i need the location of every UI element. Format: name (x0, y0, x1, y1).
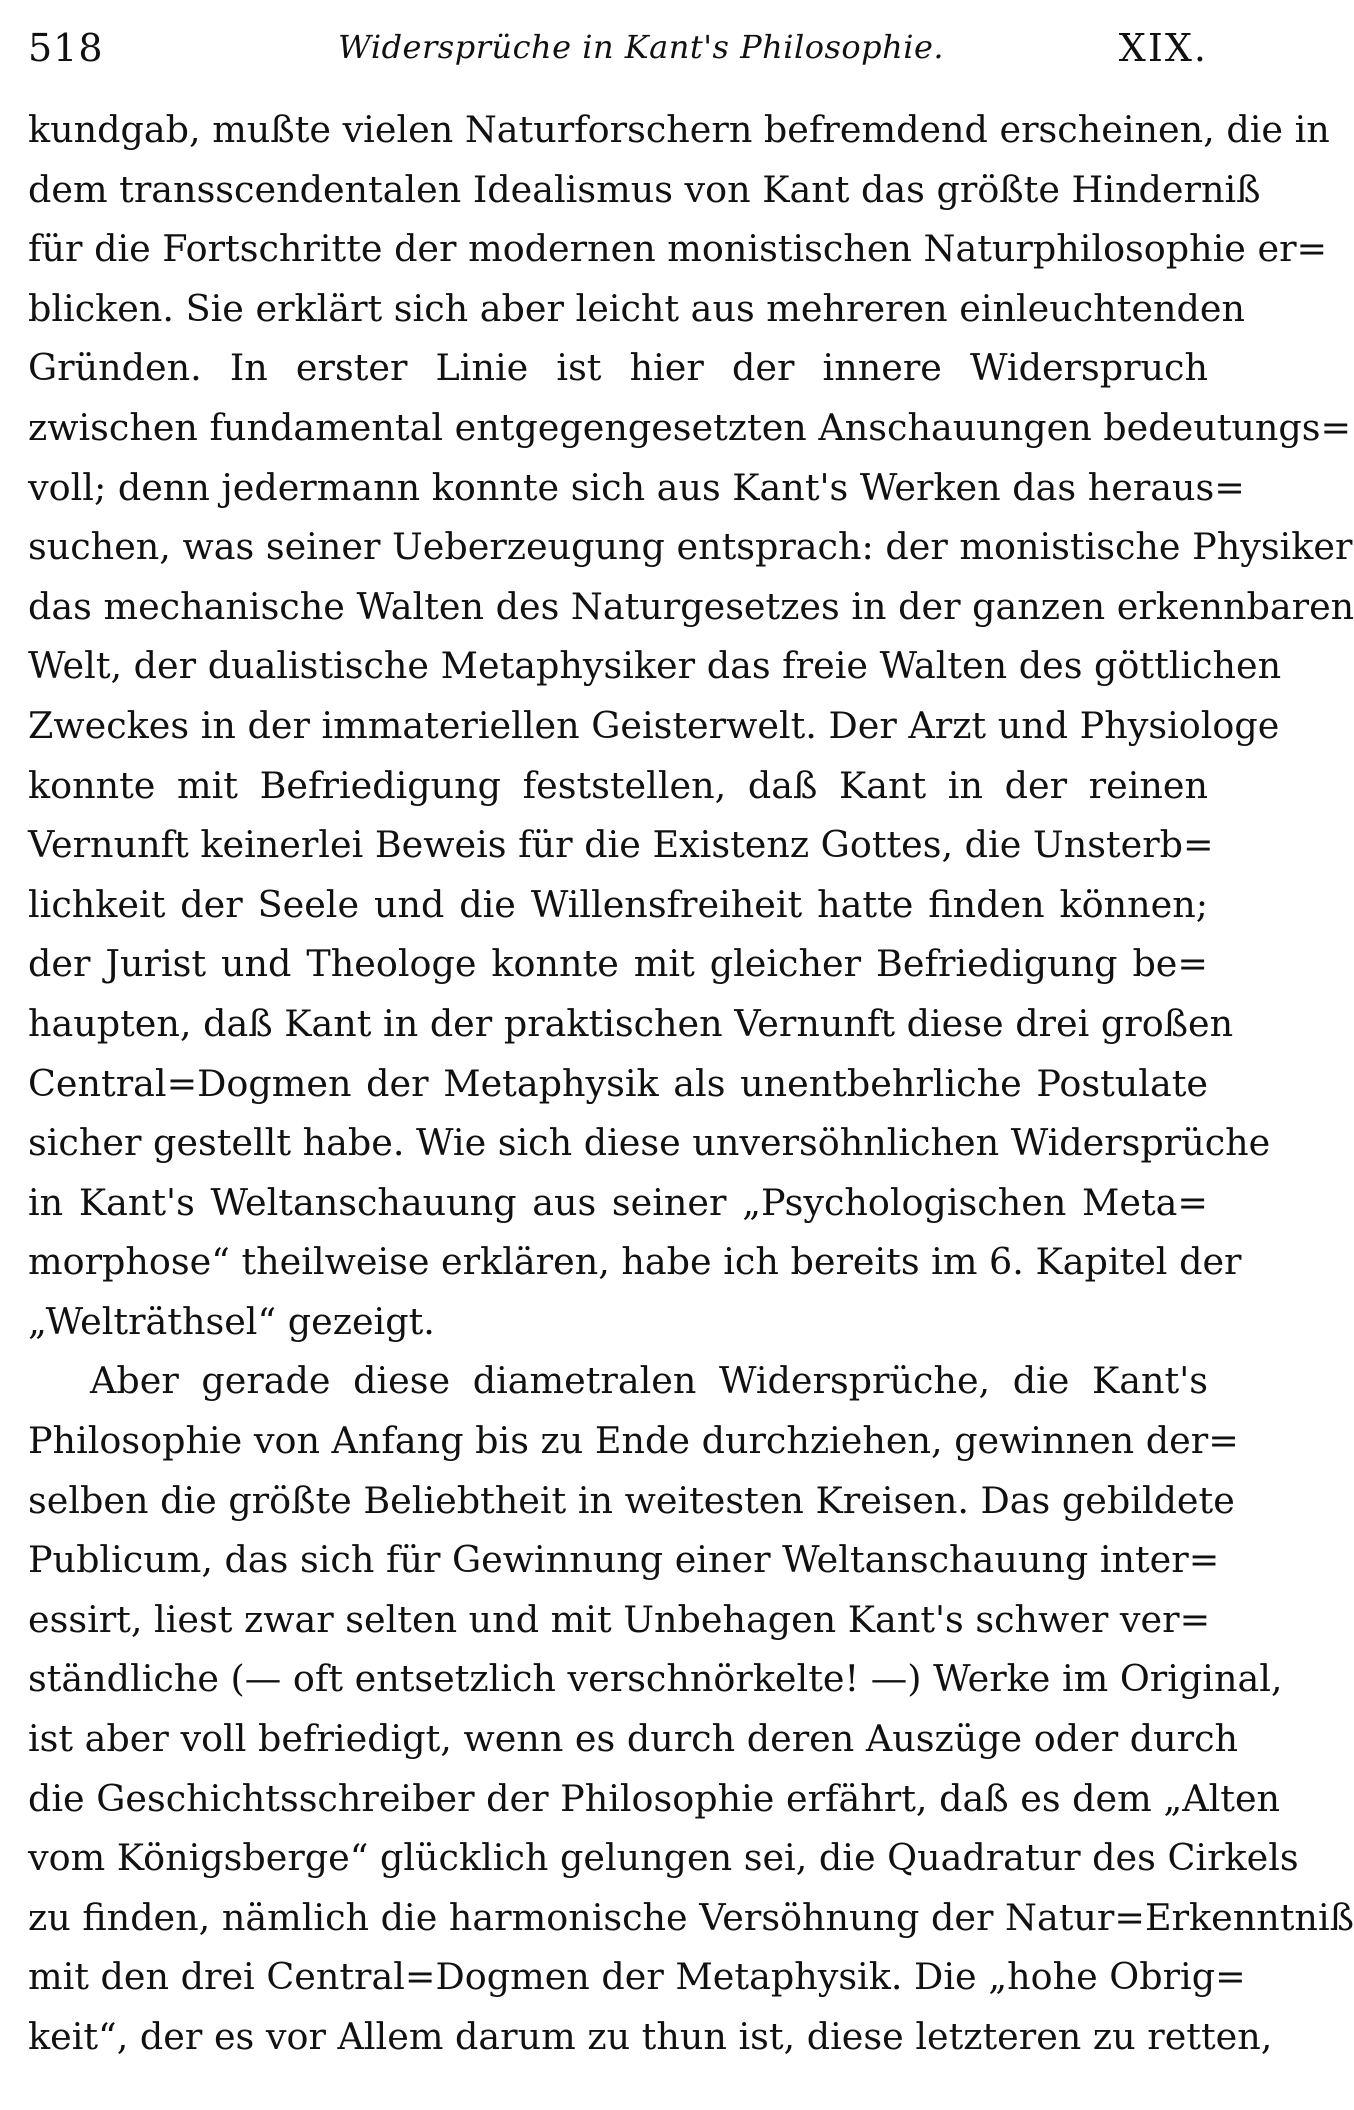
text-line: konnte mit Befriedigung feststellen, daß Kant in der reinen (28, 763, 1208, 807)
text-line: vom Königsberge“ glücklich gelungen sei, die Quadratur des Cirkels (28, 1836, 1299, 1880)
running-title: Widersprüche in Kant's Philosophie. (338, 28, 945, 66)
text-line: selben die größte Beliebtheit in weitesten Kreisen. Das gebildete (28, 1478, 1235, 1522)
body-text (28, 100, 1354, 2067)
text-line: Vernunft keinerlei Beweis für die Existenz Gottes, die Unsterb= (28, 823, 1214, 867)
page-number: 518 (28, 26, 104, 70)
text-line: für die Fortschritte der modernen monistischen Naturphilosophie er= (28, 227, 1328, 271)
text-line: ist aber voll befriedigt, wenn es durch deren Auszüge oder durch (28, 1717, 1239, 1761)
text-line: haupten, daß Kant in der praktischen Vernunft diese drei großen (28, 1001, 1234, 1045)
text-line: Aber gerade diese diametralen Widersprüche, die Kant's (90, 1359, 1208, 1403)
text-line: „Welträthsel“ gezeigt. (28, 1299, 435, 1343)
text-line: die Geschichtsschreiber der Philosophie erfährt, daß es dem „Alten (28, 1776, 1281, 1820)
paragraph-1 (28, 100, 1354, 1351)
text-line: der Jurist und Theologe konnte mit gleicher Befriedigung be= (28, 942, 1208, 986)
text-line: essirt, liest zwar selten und mit Unbehagen Kant's schwer ver= (28, 1597, 1211, 1641)
text-line: Zweckes in der immateriellen Geisterwelt. Der Arzt und Physiologe (28, 703, 1280, 747)
text-line: Publicum, das sich für Gewinnung einer Weltanschauung inter= (28, 1538, 1220, 1582)
page-header (28, 22, 1208, 82)
text-line: dem transscendentalen Idealismus von Kant das größte Hinderniß (28, 167, 1261, 211)
text-line: keit“, der es vor Allem darum zu thun ist, diese letzteren zu retten, (28, 2015, 1273, 2058)
text-line: Gründen. In erster Linie ist hier der innere Widerspruch (28, 346, 1208, 390)
text-line: Welt, der dualistische Metaphysiker das freie Walten des göttlichen (28, 644, 1282, 688)
text-line: kundgab, mußte vielen Naturforschern befremdend erscheinen, die in (28, 108, 1330, 151)
text-line: voll; denn jedermann konnte sich aus Kant's Werken das heraus= (28, 465, 1245, 509)
text-line: Philosophie von Anfang bis zu Ende durchziehen, gewinnen der= (28, 1419, 1239, 1463)
text-line: zu finden, nämlich die harmonische Versöhnung der Natur=Erkenntniß (28, 1895, 1354, 1939)
text-line: sicher gestellt habe. Wie sich diese unversöhnlichen Widersprüche (28, 1121, 1271, 1165)
text-line: ständliche (— oft entsetzlich verschnörkelte! —) Werke im Original, (28, 1657, 1283, 1701)
text-line: suchen, was seiner Ueberzeugung entsprach: der monistische Physiker (28, 525, 1353, 569)
text-line: zwischen fundamental entgegengesetzten Anschauungen bedeutungs= (28, 405, 1352, 449)
text-line: lichkeit der Seele und die Willensfreiheit hatte finden können; (28, 882, 1208, 926)
text-line: Central=Dogmen der Metaphysik als unentbehrliche Postulate (28, 1061, 1208, 1105)
chapter-number: XIX. (1118, 26, 1208, 70)
text-line: in Kant's Weltanschauung aus seiner „Psychologischen Meta= (28, 1180, 1208, 1224)
text-line: das mechanische Walten des Naturgesetzes in der ganzen erkennbaren (28, 584, 1354, 628)
text-line: morphose“ theilweise erklären, habe ich bereits im 6. Kapitel der (28, 1240, 1242, 1284)
text-line: mit den drei Central=Dogmen der Metaphysik. Die „hohe Obrig= (28, 1955, 1246, 1999)
text-line: blicken. Sie erklärt sich aber leicht aus mehreren einleuchtenden (28, 286, 1245, 330)
paragraph-2 (28, 1351, 1354, 2066)
